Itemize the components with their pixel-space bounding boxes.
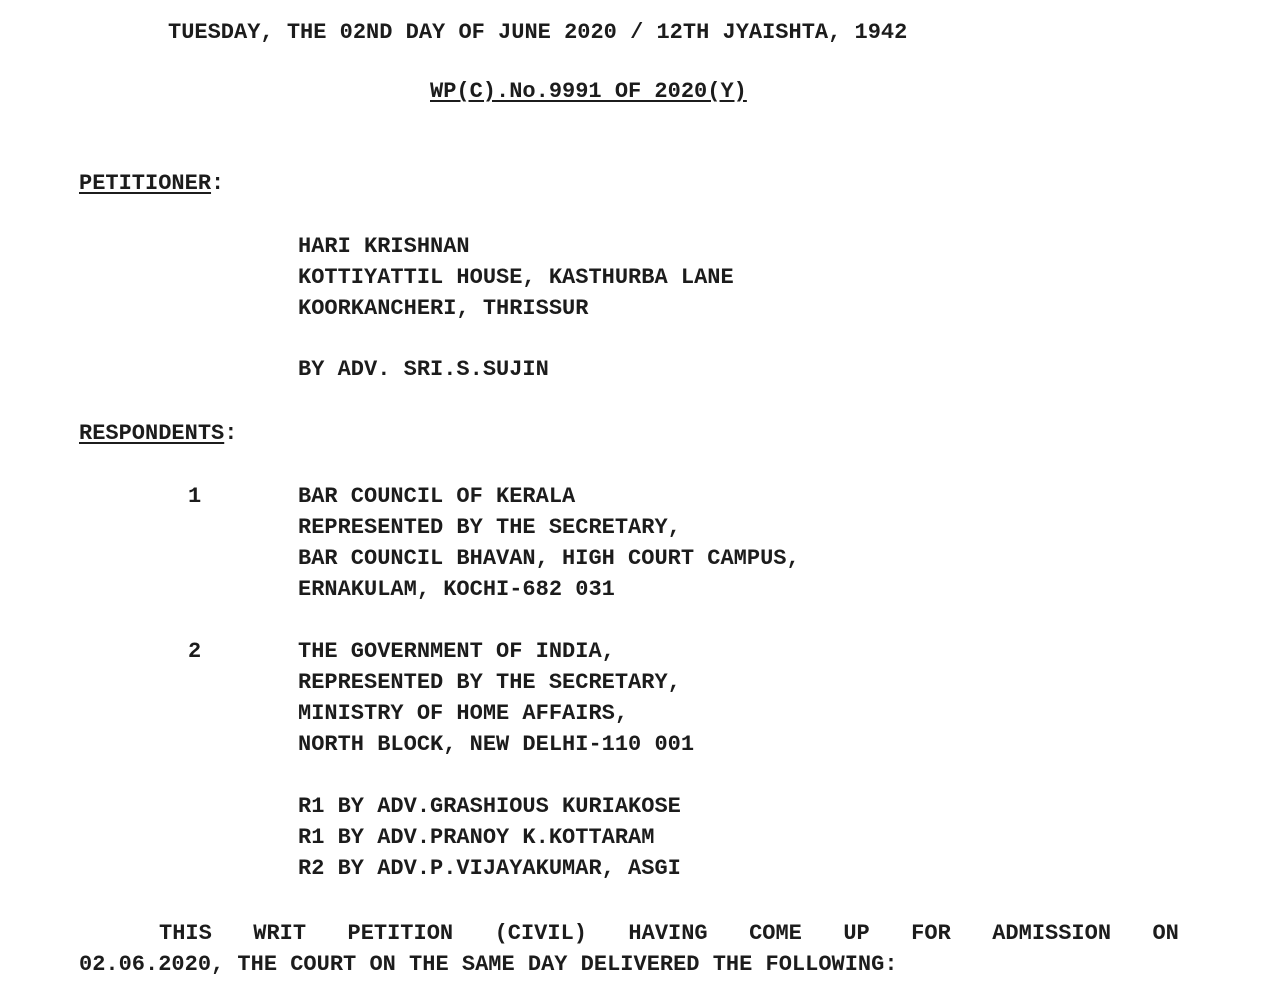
closing-word: WRIT bbox=[253, 921, 307, 946]
petitioner-colon: : bbox=[211, 171, 225, 196]
respondent-address-line: MINISTRY OF HOME AFFAIRS, bbox=[298, 701, 629, 726]
closing-word: THIS bbox=[159, 921, 212, 946]
respondent-advocates bbox=[298, 791, 681, 884]
closing-paragraph bbox=[79, 918, 1179, 980]
respondent-advocate-line: R1 BY ADV.PRANOY K.KOTTARAM bbox=[298, 825, 655, 850]
respondent-address-line: REPRESENTED BY THE SECRETARY, bbox=[298, 670, 681, 695]
closing-word: (CIVIL) bbox=[494, 921, 587, 946]
respondent-address-line: THE GOVERNMENT OF INDIA, bbox=[298, 639, 615, 664]
closing-line-2: 02.06.2020, THE COURT ON THE SAME DAY DELIVERED THE FOLLOWING: bbox=[79, 952, 898, 977]
respondents-heading-line bbox=[79, 421, 237, 447]
closing-word: COME bbox=[749, 921, 802, 946]
case-number: WP(C).No.9991 OF 2020(Y) bbox=[430, 79, 747, 104]
respondent-2-address bbox=[298, 636, 694, 760]
petitioner-heading: PETITIONER bbox=[79, 171, 212, 196]
petitioner-address-line: KOORKANCHERI, THRISSUR bbox=[298, 296, 589, 321]
respondent-address-line: BAR COUNCIL OF KERALA bbox=[298, 484, 576, 509]
closing-word: PETITION bbox=[347, 921, 454, 946]
closing-word: ADMISSION bbox=[992, 921, 1112, 946]
closing-word: FOR bbox=[911, 921, 951, 946]
respondents-heading: RESPONDENTS bbox=[79, 421, 225, 446]
closing-word: UP bbox=[843, 921, 870, 946]
respondent-advocate-line: R2 BY ADV.P.VIJAYAKUMAR, ASGI bbox=[298, 856, 681, 881]
petitioner-heading-line bbox=[79, 171, 224, 197]
date-line: TUESDAY, THE 02ND DAY OF JUNE 2020 / 12TH JYAISHTA, 1942 bbox=[168, 20, 908, 45]
respondents-colon: : bbox=[224, 421, 238, 446]
respondent-address-line: ERNAKULAM, KOCHI-682 031 bbox=[298, 577, 615, 602]
closing-word: ON bbox=[1152, 921, 1179, 946]
respondent-address-line: BAR COUNCIL BHAVAN, HIGH COURT CAMPUS, bbox=[298, 546, 800, 571]
closing-word: HAVING bbox=[628, 921, 708, 946]
respondent-number: 2 bbox=[188, 639, 202, 664]
respondent-address-line: REPRESENTED BY THE SECRETARY, bbox=[298, 515, 681, 540]
petitioner-address-line: HARI KRISHNAN bbox=[298, 234, 470, 259]
petitioner-advocate: BY ADV. SRI.S.SUJIN bbox=[298, 357, 549, 382]
petitioner-address-line: KOTTIYATTIL HOUSE, KASTHURBA LANE bbox=[298, 265, 734, 290]
petitioner-address bbox=[298, 231, 734, 324]
respondent-1-address bbox=[298, 481, 800, 605]
respondent-advocate-line: R1 BY ADV.GRASHIOUS KURIAKOSE bbox=[298, 794, 681, 819]
respondent-address-line: NORTH BLOCK, NEW DELHI-110 001 bbox=[298, 732, 695, 757]
respondent-number: 1 bbox=[188, 484, 202, 509]
closing-line-1 bbox=[79, 918, 1179, 949]
